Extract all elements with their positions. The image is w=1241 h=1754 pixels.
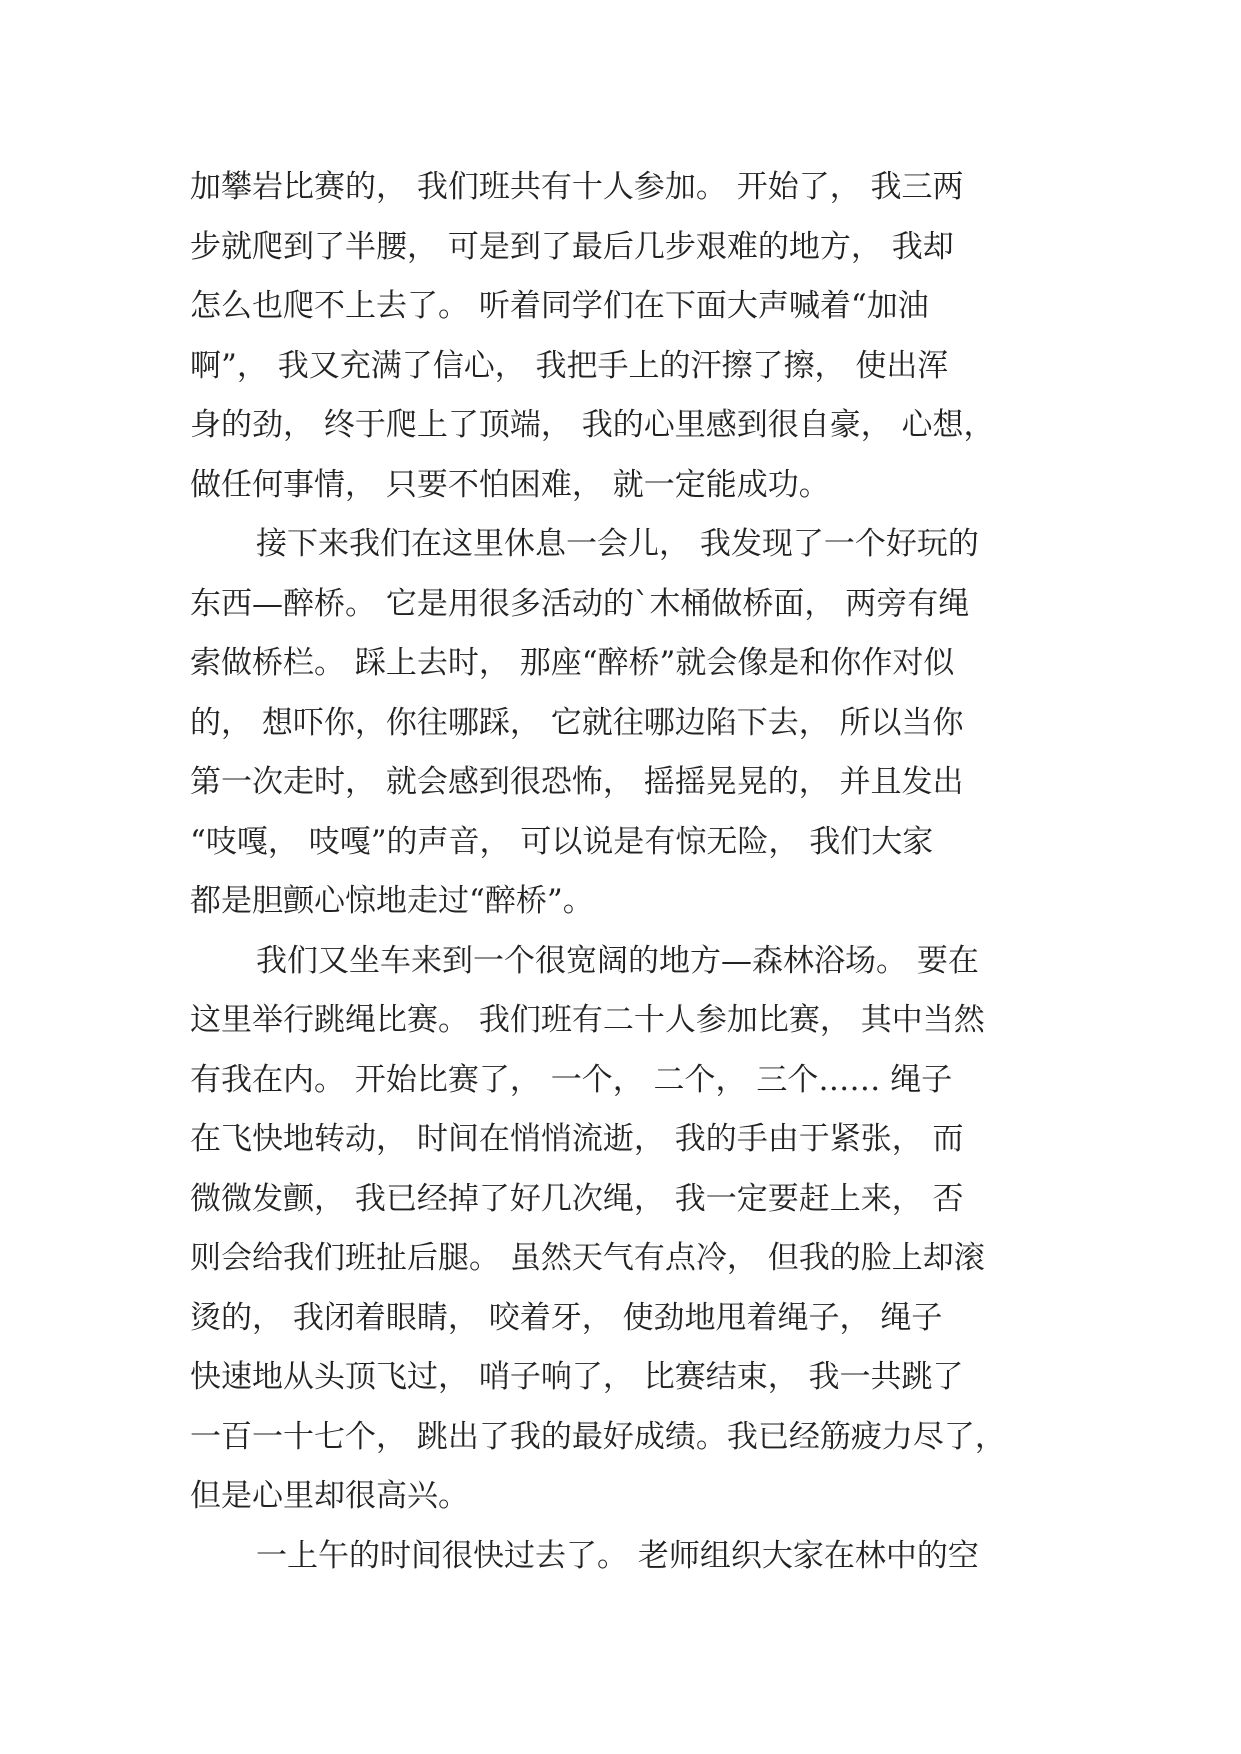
text-line: 在飞快地转动， 时间在悄悄流逝， 我的手由于紧张， 而: [190, 1121, 964, 1157]
text-line: 都是胆颤心惊地走过“醉桥”。: [190, 883, 594, 919]
text-line: 步就爬到了半腰， 可是到了最后几步艰难的地方， 我却: [190, 228, 954, 265]
body-text: [190, 158, 1060, 1586]
text-line: 这里举行跳绳比赛。 我们班有二十人参加比赛， 其中当然: [190, 1002, 985, 1038]
text-line: 一百一十七个， 跳出了我的最好成绩。我已经筋疲力尽了，: [190, 1418, 1006, 1455]
paragraph-start-line: 我们又坐车来到一个很宽阔的地方—森林浴场。 要在: [256, 942, 979, 979]
text-line: “吱嘎， 吱嘎”的声音， 可以说是有惊无险， 我们大家: [190, 823, 934, 860]
text-line: 怎么也爬不上去了。 听着同学们在下面大声喊着“加油: [190, 288, 929, 324]
text-line: 做任何事情， 只要不怕困难， 就一定能成功。: [190, 466, 830, 503]
text-line: 索做桥栏。 踩上去时， 那座“醉桥”就会像是和你作对似: [190, 645, 955, 681]
text-line: 快速地从头顶飞过， 哨子响了， 比赛结束， 我一共跳了: [190, 1359, 964, 1395]
paragraph-start-line: 接下来我们在这里休息一会儿， 我发现了一个好玩的: [256, 526, 979, 562]
text-line: 微微发颤， 我已经掉了好几次绳， 我一定要赶上来， 否: [190, 1180, 964, 1217]
text-line: 加攀岩比赛的， 我们班共有十人参加。 开始了， 我三两: [190, 169, 964, 205]
text-line: 则会给我们班扯后腿。 虽然天气有点冷， 但我的脸上却滚: [190, 1240, 985, 1276]
text-line: 但是心里却很高兴。: [190, 1478, 469, 1514]
text-line: 烫的， 我闭着眼睛， 咬着牙， 使劲地甩着绳子， 绳子: [190, 1299, 943, 1336]
text-line: 的， 想吓你，你往哪踩， 它就往哪边陷下去， 所以当你: [190, 704, 964, 741]
text-line: 有我在内。 开始比赛了， 一个， 二个， 三个…… 绳子: [190, 1061, 953, 1098]
text-line: 身的劲， 终于爬上了顶端， 我的心里感到很自豪， 心想，: [190, 407, 995, 443]
text-line: 啊”， 我又充满了信心， 我把手上的汗擦了擦， 使出浑: [190, 347, 949, 384]
text-line: 东西—醉桥。 它是用很多活动的`木桶做桥面， 两旁有绳: [190, 585, 970, 622]
paragraph-start-line: 一上午的时间很快过去了。 老师组织大家在林中的空: [256, 1537, 979, 1574]
text-line: 第一次走时， 就会感到很恐怖， 摇摇晃晃的， 并且发出: [190, 764, 964, 800]
